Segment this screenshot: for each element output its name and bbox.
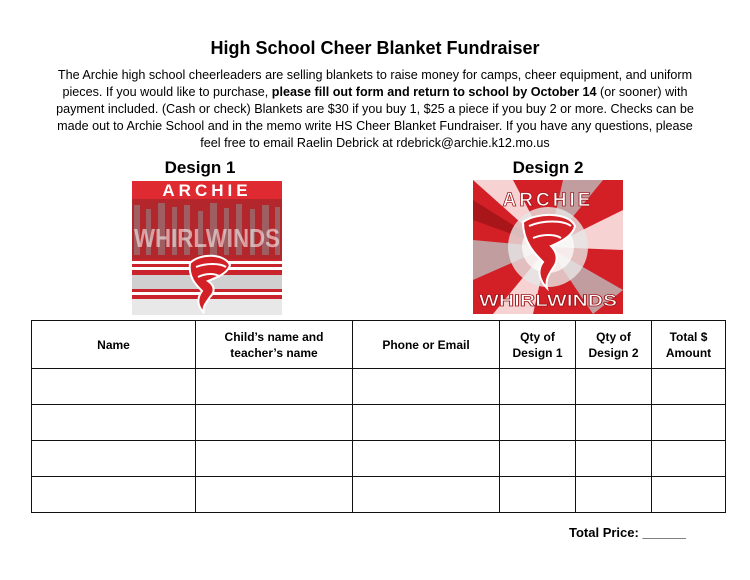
- qty-design-1-cell[interactable]: [500, 441, 576, 477]
- phone-email-cell[interactable]: [353, 441, 500, 477]
- phone-email-cell[interactable]: [353, 405, 500, 441]
- table-row: [32, 441, 726, 477]
- design-2-whirlwinds-text: WHIRLWINDS: [479, 291, 617, 310]
- table-row: [32, 405, 726, 441]
- header-child-teacher: Child’s name and teacher’s name: [196, 321, 353, 369]
- header-qty-design-2: Qty of Design 2: [576, 321, 652, 369]
- qty-design-2-cell[interactable]: [576, 369, 652, 405]
- qty-design-1-cell[interactable]: [500, 369, 576, 405]
- table-header-row: [32, 321, 726, 369]
- design-1-archie-text: ARCHIE: [162, 181, 252, 200]
- child-teacher-cell[interactable]: [196, 369, 353, 405]
- design-2-archie-text: ARCHIE: [502, 190, 594, 211]
- total-amount-cell[interactable]: [652, 369, 726, 405]
- header-name: Name: [32, 321, 196, 369]
- total-amount-cell[interactable]: [652, 441, 726, 477]
- qty-design-1-cell[interactable]: [500, 405, 576, 441]
- child-teacher-cell[interactable]: [196, 441, 353, 477]
- header-qty-design-1: Qty of Design 1: [500, 321, 576, 369]
- design-1-blanket-image: [132, 181, 282, 315]
- total-price-label: Total Price: ______: [569, 525, 686, 540]
- qty-design-2-cell[interactable]: [576, 441, 652, 477]
- design-2-blanket-image: [473, 180, 623, 314]
- qty-design-1-cell[interactable]: [500, 477, 576, 513]
- design-1-whirlwinds-text: WHIRLWINDS: [134, 223, 280, 253]
- table-row: [32, 477, 726, 513]
- child-teacher-cell[interactable]: [196, 405, 353, 441]
- page-title: High School Cheer Blanket Fundraiser: [210, 38, 540, 58]
- intro-paragraph: [52, 67, 698, 152]
- name-cell[interactable]: [32, 441, 196, 477]
- qty-design-2-cell[interactable]: [576, 477, 652, 513]
- qty-design-2-cell[interactable]: [576, 405, 652, 441]
- total-amount-cell[interactable]: [652, 405, 726, 441]
- phone-email-cell[interactable]: [353, 477, 500, 513]
- name-cell[interactable]: [32, 369, 196, 405]
- header-total-amount: Total $ Amount: [652, 321, 726, 369]
- design-2-label: Design 2: [512, 158, 584, 177]
- intro-deadline: please fill out form and return to school by October 14: [271, 85, 597, 99]
- child-teacher-cell[interactable]: [196, 477, 353, 513]
- intro-text-2: (or sooner) with payment included. (Cash or check) Blankets are $30 if you buy 1, $25 a piece if you buy 2 or more. Checks can be made out to Archie School and in the memo write HS Cheer Blanket Fundraiser. If you have any questions, please feel free to email Raelin Debrick at rdebrick@archie.k12.mo.us: [56, 85, 694, 150]
- phone-email-cell[interactable]: [353, 369, 500, 405]
- name-cell[interactable]: [32, 405, 196, 441]
- total-amount-cell[interactable]: [652, 477, 726, 513]
- name-cell[interactable]: [32, 477, 196, 513]
- intro-text-1: The Archie high school cheerleaders are selling blankets to raise money for camps, cheer equipment, and uniform pieces. If you would like to purchase,: [57, 68, 693, 99]
- header-phone-email: Phone or Email: [353, 321, 500, 369]
- order-form-table: [31, 320, 726, 513]
- design-1-label: Design 1: [164, 158, 236, 177]
- table-row: [32, 369, 726, 405]
